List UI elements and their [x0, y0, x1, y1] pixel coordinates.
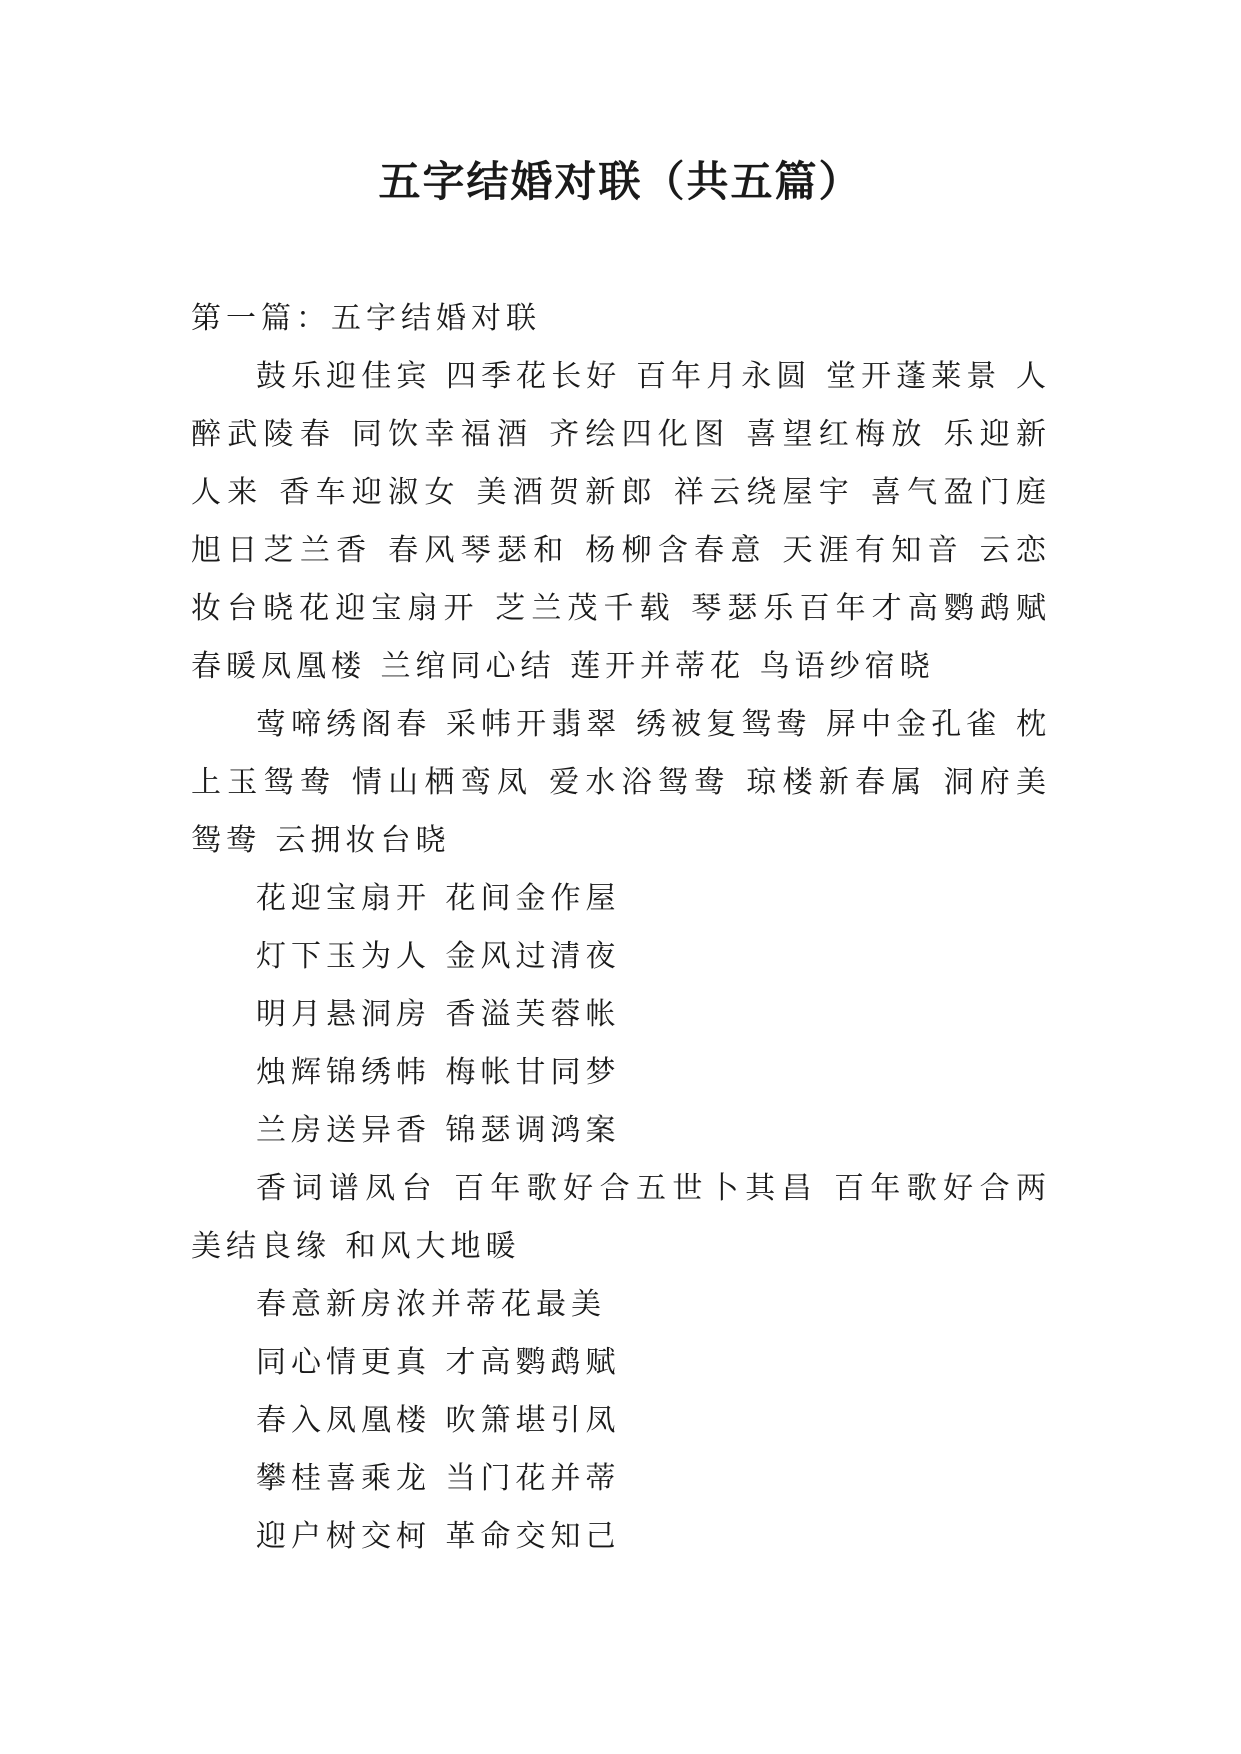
document-title: 五字结婚对联（共五篇） — [378, 157, 863, 206]
section-heading: 第一篇：五字结婚对联 — [191, 301, 541, 336]
paragraph: 春入凤凰楼 吹箫堪引凤 — [256, 1403, 621, 1438]
document-body — [191, 290, 1051, 1566]
paragraph: 兰房送异香 锦瑟调鸿案 — [256, 1113, 621, 1148]
paragraph: 花迎宝扇开 花间金作屋 — [256, 881, 621, 916]
paragraph: 明月悬洞房 香溢芙蓉帐 — [256, 997, 621, 1032]
paragraph: 同心情更真 才高鹦鹉赋 — [256, 1345, 621, 1380]
paragraph: 莺啼绣阁春 采帏开翡翠 绣被复鸳鸯 屏中金孔雀 枕上玉鸳鸯 情山栖鸾凤 爱水浴鸳鸯 琼楼新春属 洞府美鸳鸯 云拥妆台晓 — [191, 707, 1051, 858]
paragraph: 攀桂喜乘龙 当门花并蒂 — [256, 1461, 621, 1496]
paragraph: 灯下玉为人 金风过清夜 — [256, 939, 621, 974]
paragraph: 迎户树交柯 革命交知己 — [256, 1519, 621, 1554]
paragraph: 鼓乐迎佳宾 四季花长好 百年月永圆 堂开蓬莱景 人醉武陵春 同饮幸福酒 齐绘四化图 喜望红梅放 乐迎新人来 香车迎淑女 美酒贺新郎 祥云绕屋宇 喜气盈门庭 旭日芝兰香 春风琴瑟和 杨柳含春意 天涯有知音 云恋妆台晓花迎宝扇开 芝兰茂千载 琴瑟乐百年才高鹦鹉赋 春暖凤凰楼 兰绾同心结 莲开并蒂花 鸟语纱宿晓 — [191, 359, 1051, 684]
paragraph: 烛辉锦绣帏 梅帐甘同梦 — [256, 1055, 621, 1090]
paragraph: 香词谱凤台 百年歌好合五世卜其昌 百年歌好合两美结良缘 和风大地暖 — [191, 1171, 1051, 1264]
paragraph: 春意新房浓并蒂花最美 — [256, 1287, 606, 1322]
